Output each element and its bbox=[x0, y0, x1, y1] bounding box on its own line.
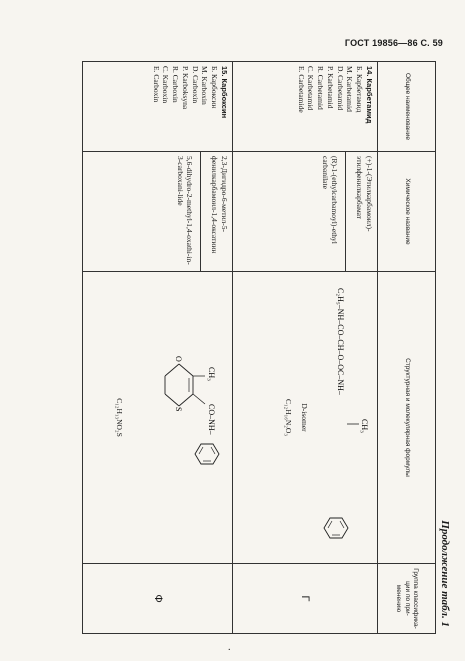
synonym: М. Karboxin bbox=[200, 66, 210, 105]
structure-cell bbox=[83, 272, 233, 564]
general-name-cell bbox=[83, 62, 233, 152]
compound-title: 15. Карбоксин bbox=[220, 66, 229, 119]
carboxin-structure-diagram bbox=[133, 276, 229, 560]
synonym: R. Carbetamid bbox=[316, 66, 326, 110]
chemical-name-en: (R)-1-(ethylcarbamoyl)-ethyl carbanilate bbox=[320, 156, 340, 244]
table-header-row bbox=[378, 62, 436, 634]
structure-cell bbox=[233, 272, 378, 564]
column-header-chemical-name: Химическое название bbox=[378, 152, 436, 272]
methyl-label: CH₃ bbox=[360, 419, 369, 433]
bond-line bbox=[193, 394, 205, 404]
molecular-formula: C₁₂H₁₃NO₂S bbox=[115, 398, 125, 437]
synonym: D. Carboxin bbox=[190, 66, 200, 104]
footer-mark: . bbox=[228, 642, 231, 653]
column-header-general-name: Общее наименование bbox=[378, 62, 436, 152]
sulfur-atom-label: S bbox=[174, 407, 183, 412]
chemical-name-ru: (+)-1-(Этилкарбамоил)-этилфенилкарбамат bbox=[355, 156, 374, 232]
chain-formula: C₂H₅–NH–CO–CH–O–OC–NH– bbox=[336, 288, 345, 395]
oxathiin-ring bbox=[165, 364, 193, 406]
chemical-name-ru: 2,3-Дигидро-6-метил-5-фенилкарбамоил-1,4-оксатиин bbox=[210, 156, 229, 254]
carbetamide-structure-diagram bbox=[312, 276, 374, 560]
synonym: С. Karboxin bbox=[161, 66, 171, 104]
classification-table bbox=[82, 61, 436, 634]
benzene-ring bbox=[195, 444, 219, 464]
chemical-name-en: 5,6-dihydro-2-methyl-1,4-oxathi-in-3-carboxani-lide bbox=[175, 156, 195, 265]
synonym: P. Karbetamid bbox=[326, 66, 335, 109]
isomer-label: D-isomer bbox=[300, 403, 310, 432]
benzene-ring bbox=[324, 518, 348, 538]
methyl-label: CH₃ bbox=[207, 367, 216, 381]
page-header: ГОСТ 19856—86 С. 59 bbox=[344, 38, 443, 48]
synonym: Е. Carbetamide bbox=[296, 66, 306, 113]
column-header-group: Группа классифика- ции по при- менению bbox=[378, 564, 436, 634]
group-cell: Г bbox=[233, 564, 378, 634]
cell-divider bbox=[201, 152, 202, 271]
molecular-formula: C₁₂H₁₆N₂O₃ bbox=[284, 399, 294, 436]
oxygen-atom-label: O bbox=[174, 356, 183, 362]
rotated-table-block bbox=[61, 61, 451, 641]
synonym: Е. Carboxin bbox=[151, 66, 161, 103]
group-cell: Ф bbox=[83, 564, 233, 634]
synonym: Б. Карбоксин bbox=[210, 66, 220, 109]
synonym: D. Carbetamid bbox=[335, 66, 345, 111]
compound-title: 14. Карбетамид bbox=[365, 66, 374, 124]
table-continuation-label: Продолжение табл. 1 bbox=[439, 520, 451, 627]
synonym: R. Carboxin bbox=[171, 66, 181, 103]
amide-label: CO–NH– bbox=[207, 404, 216, 435]
synonym: Б. Карбетамид bbox=[355, 66, 365, 113]
synonym: С. Karbetamid bbox=[306, 66, 316, 111]
synonym: Р. Karboksyna bbox=[181, 66, 190, 110]
column-header-formula: Структурная и молекулярная формулы bbox=[378, 272, 436, 564]
table-row bbox=[83, 62, 233, 634]
cell-divider bbox=[346, 152, 347, 271]
general-name-cell bbox=[233, 62, 378, 152]
table-row bbox=[233, 62, 378, 634]
chemical-name-cell bbox=[233, 152, 378, 272]
synonym: М. Karbetamid bbox=[345, 66, 355, 112]
chemical-name-cell bbox=[83, 152, 233, 272]
